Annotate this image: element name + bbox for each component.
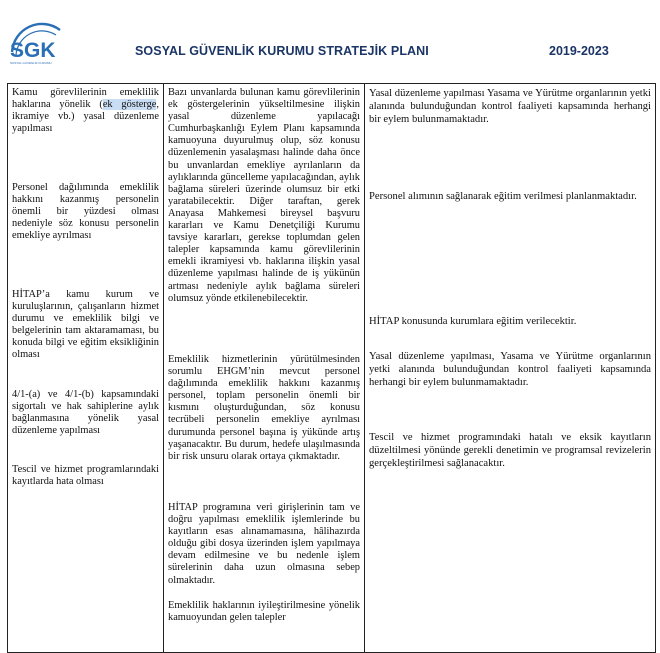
document-years: 2019-2023: [549, 44, 609, 58]
logo-subtext: SOSYAL GÜVENLİK KURUMU: [10, 61, 52, 65]
document-title: SOSYAL GÜVENLİK KURUMU STRATEJİK PLANI: [135, 44, 429, 58]
risk-item: Tescil ve hizmet programlarındaki kayıtlarda hata olması: [12, 464, 159, 488]
control-action-item: Yasal düzenleme yapılması, Yasama ve Yürütme organlarının yetki alanında bulunduğundan kontrol faaliyeti kapsamında herhangi bir eylem bulunmamaktadır.: [369, 351, 651, 389]
control-action-item: Personel alımının sağlanarak eğitim verilmesi planlanmaktadır.: [369, 191, 637, 202]
control-action-item: Tescil ve hizmet programındaki hatalı ve eksik kayıtların düzeltilmesi yönünde gerekli denetimin ve programsal revizelerin gerçekleştirilmesi sağlanacaktır.: [369, 432, 651, 470]
risk-item: Personel dağılımında emeklilik hakkını kazanmış personelin önemli bir yüzdesi olması nedeniyle söz konusu personelin emekliye ayrılması: [12, 182, 159, 242]
explanation-item: Emeklilik hizmetlerinin yürütülmesinden sorumlu EHGM’nin mevcut personel dağılımında emeklilik hakkını kazanmış personel, toplam personelin önemli bir kısmını oluşturduğundan, söz konusu tecrübeli personelin emekliye ayrılması durumunda personel başına iş yükünde artış yaşanacaktır. Bu durum, hedefe ulaşılmasında bir risk unsuru olarak ortaya çıkmaktadır.: [168, 354, 360, 462]
highlighted-text: ek gösterge: [102, 99, 157, 111]
risk-table: [7, 83, 656, 653]
control-action-item: HİTAP konusunda kurumlara eğitim verilecektir.: [369, 316, 577, 327]
control-action-column: [365, 84, 656, 653]
explanation-item: HİTAP programına veri girişlerinin tam ve doğru yapılması emeklilik işlemlerinde bu kayıtların esas alınamamasına, hâlihazırda olduğu gibi dosya üzerinden işlem yapılmaya devam edilmesine ve bu nedenle işlem sürelerinin daha uzun olmasına sebep olmaktadır.: [168, 502, 360, 586]
page-header: [0, 0, 660, 80]
explanation-column: [164, 84, 365, 653]
explanation-item: Emeklilik haklarının iyileştirilmesine yönelik kamuoyundan gelen talepler: [168, 600, 360, 624]
risk-column: [8, 84, 164, 653]
sgk-logo: [6, 22, 78, 66]
risk-item: Kamu görevlilerinin emeklilik haklarına yönelik (ek gösterge, ikramiye vb.) yasal düzenleme yapılması: [12, 87, 160, 135]
risk-item: HİTAP’a kamu kurum ve kuruluşlarının, çalışanların hizmet durumu ve emeklilik bilgi ve belgelerinin tam aktaramaması, bu konuda bilgi ve eğitim eksikliğinin olması: [12, 289, 159, 361]
explanation-item: Bazı unvanlarda bulunan kamu görevlilerinin ek göstergelerinin yükseltilmesine ilişkin yasal düzenleme yapılacağı Cumhurbaşkanlığı Eylem Planı kapsamında kamuoyuna duyurulmuş olup, söz konusu düzenlemenin yasalaşması halinde daha önce bu unvanlardan emekliye ayrılanların da aylıklarında güncelleme yapılacağından, aylık bağlama süreleri üzerinde olumsuz bir etki yaratabilecektir. Diğer taraftan, gerek Anayasa Mahkemesi bireysel başvuru kararları ve Kamu Denetçiliği Kurumu tavsiye kararları, gerekse toplumdan gelen talepler kapsamında kamu görevlilerinin emekli ikramiyesi vb. haklarına ilişkin yasal düzenleme yapılması halinde de iş yükünün artması nedeniyle aylık bağlama süreleri olumsuz yönde etkilenebilecektir.: [168, 87, 360, 304]
logo-text: SGK: [10, 39, 56, 62]
control-action-item: Yasal düzenleme yapılması Yasama ve Yürütme organlarının yetki alanında bulunduğundan kontrol faaliyeti kapsamında herhangi bir eylem bulunmamaktadır.: [369, 88, 651, 126]
risk-item: 4/1-(a) ve 4/1-(b) kapsamındaki sigortalı ve hak sahiplerine aylık bağlanmasına yönelik yasal düzenleme yapılması: [12, 389, 159, 437]
